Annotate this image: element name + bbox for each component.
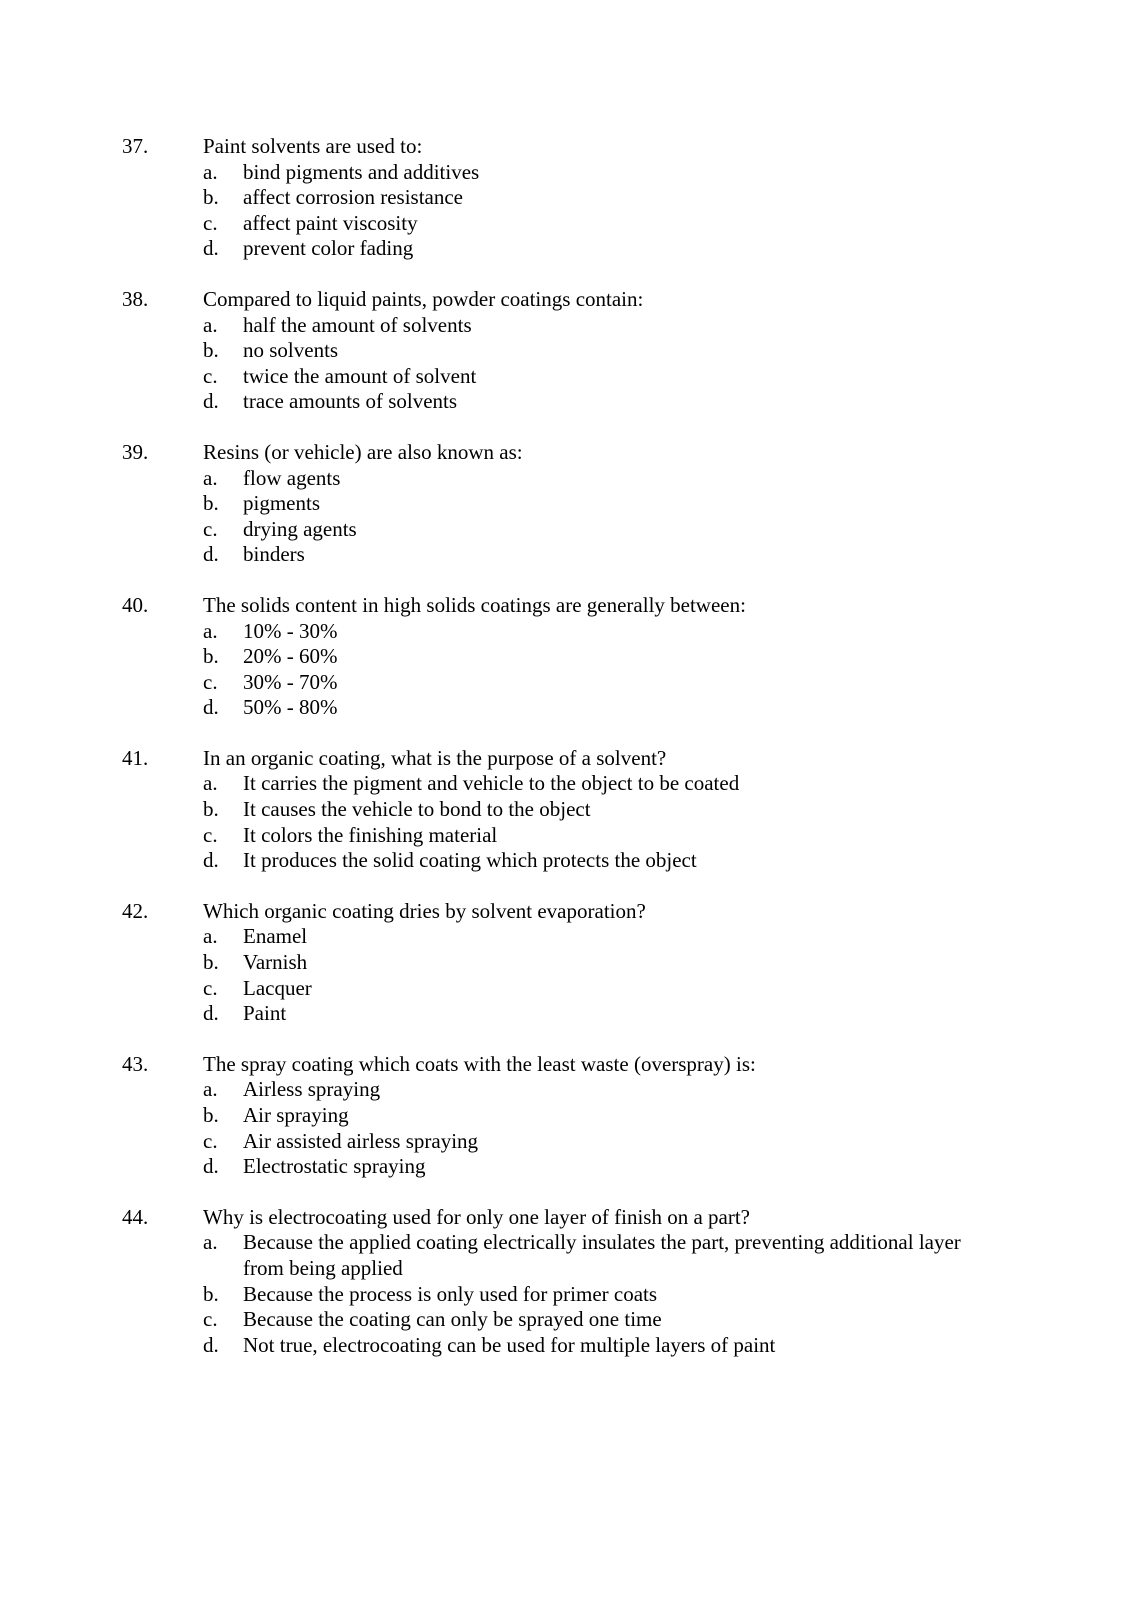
option-text: Paint bbox=[243, 1001, 287, 1026]
option-text: trace amounts of solvents bbox=[243, 389, 458, 414]
option-letter: b. bbox=[203, 185, 219, 210]
answer-option bbox=[203, 160, 1125, 186]
option-letter: d. bbox=[203, 1001, 219, 1026]
option-text: bind pigments and additives bbox=[243, 159, 480, 184]
answer-option bbox=[203, 1230, 1125, 1281]
option-letter: b. bbox=[203, 797, 219, 822]
option-text: Air assisted airless spraying bbox=[243, 1128, 479, 1153]
question-number: 37. bbox=[122, 134, 149, 158]
question-text: Why is electrocoating used for only one layer of finish on a part? bbox=[203, 1204, 750, 1229]
answer-option bbox=[203, 823, 1125, 849]
option-text: affect paint viscosity bbox=[243, 210, 418, 235]
option-letter: b. bbox=[203, 491, 219, 516]
question-item bbox=[0, 593, 1125, 721]
option-letter: a. bbox=[203, 924, 218, 949]
answer-option bbox=[203, 313, 1125, 339]
answer-option bbox=[203, 670, 1125, 696]
question-item bbox=[0, 440, 1125, 568]
answer-option bbox=[203, 797, 1125, 823]
question-number: 41. bbox=[122, 745, 149, 770]
option-text: pigments bbox=[243, 491, 320, 516]
answer-option bbox=[203, 695, 1125, 721]
option-letter: d. bbox=[203, 236, 219, 261]
answer-option bbox=[203, 771, 1125, 797]
option-letter: c. bbox=[203, 363, 218, 388]
option-letter: a. bbox=[203, 465, 218, 490]
question-text: In an organic coating, what is the purpose of a solvent? bbox=[203, 745, 667, 770]
question-item bbox=[0, 134, 1125, 262]
question-number: 39. bbox=[122, 439, 149, 464]
answer-option bbox=[203, 542, 1125, 568]
question-number: 44. bbox=[122, 1204, 149, 1229]
answer-option bbox=[203, 211, 1125, 237]
option-letter: b. bbox=[203, 338, 219, 363]
question-list bbox=[0, 134, 1125, 1383]
option-letter: a. bbox=[203, 1077, 218, 1102]
answer-option bbox=[203, 1077, 1125, 1103]
option-text: Lacquer bbox=[243, 975, 312, 1000]
question-text: The spray coating which coats with the least waste (overspray) is: bbox=[203, 1051, 756, 1076]
option-letter: a. bbox=[203, 159, 218, 184]
answer-option bbox=[203, 950, 1125, 976]
option-letter: a. bbox=[203, 618, 218, 643]
option-letter: d. bbox=[203, 848, 219, 873]
option-text: Because the applied coating electrically insulates the part, preventing additional layer from being applied bbox=[243, 1230, 961, 1280]
option-text: twice the amount of solvent bbox=[243, 363, 477, 388]
option-text: drying agents bbox=[243, 516, 357, 541]
answer-option bbox=[203, 1333, 1125, 1359]
option-text: Electrostatic spraying bbox=[243, 1154, 426, 1179]
option-text: It produces the solid coating which protects the object bbox=[243, 848, 697, 873]
answer-option bbox=[203, 848, 1125, 874]
question-item bbox=[0, 1052, 1125, 1180]
answer-option bbox=[203, 924, 1125, 950]
option-letter: b. bbox=[203, 1281, 219, 1306]
option-letter: a. bbox=[203, 771, 218, 796]
option-text: affect corrosion resistance bbox=[243, 185, 464, 210]
option-text: Airless spraying bbox=[243, 1077, 381, 1102]
answer-option bbox=[203, 466, 1125, 492]
option-text: Because the process is only used for primer coats bbox=[243, 1281, 658, 1306]
option-text: half the amount of solvents bbox=[243, 312, 472, 337]
answer-option bbox=[203, 491, 1125, 517]
answer-option bbox=[203, 364, 1125, 390]
question-text: Resins (or vehicle) are also known as: bbox=[203, 439, 523, 464]
question-text: The solids content in high solids coatings are generally between: bbox=[203, 592, 746, 617]
option-text: Because the coating can only be sprayed one time bbox=[243, 1307, 662, 1332]
option-text: binders bbox=[243, 542, 305, 567]
question-item bbox=[0, 746, 1125, 874]
option-letter: a. bbox=[203, 312, 218, 337]
option-letter: b. bbox=[203, 1103, 219, 1127]
question-number: 40. bbox=[122, 592, 149, 617]
option-letter: c. bbox=[203, 516, 218, 541]
question-number: 38. bbox=[122, 286, 149, 311]
answer-option bbox=[203, 1307, 1125, 1333]
option-letter: d. bbox=[203, 389, 219, 414]
question-item bbox=[0, 1205, 1125, 1359]
option-letter: c. bbox=[203, 975, 218, 1000]
option-letter: b. bbox=[203, 644, 219, 669]
option-letter: b. bbox=[203, 950, 219, 975]
answer-option bbox=[203, 619, 1125, 645]
question-number: 43. bbox=[122, 1051, 149, 1076]
option-letter: d. bbox=[203, 542, 219, 567]
option-text: no solvents bbox=[243, 338, 339, 363]
option-letter: c. bbox=[203, 1307, 218, 1332]
answer-option bbox=[203, 644, 1125, 670]
option-letter: c. bbox=[203, 669, 218, 694]
answer-option bbox=[203, 517, 1125, 543]
answer-option bbox=[203, 338, 1125, 364]
option-text: 30% - 70% bbox=[243, 669, 338, 694]
option-text: It colors the finishing material bbox=[243, 822, 498, 847]
option-text: Enamel bbox=[243, 924, 308, 949]
option-letter: d. bbox=[203, 1154, 219, 1179]
option-letter: a. bbox=[203, 1230, 218, 1255]
question-item bbox=[0, 287, 1125, 415]
answer-option bbox=[203, 1103, 1125, 1129]
question-text: Which organic coating dries by solvent evaporation? bbox=[203, 898, 646, 923]
option-text: Not true, electrocoating can be used for multiple layers of paint bbox=[243, 1332, 776, 1357]
option-text: 20% - 60% bbox=[243, 644, 338, 669]
option-text: 50% - 80% bbox=[243, 695, 338, 720]
question-item bbox=[0, 899, 1125, 1027]
option-text: 10% - 30% bbox=[243, 618, 338, 643]
option-letter: c. bbox=[203, 1128, 218, 1153]
option-letter: d. bbox=[203, 695, 219, 720]
option-letter: c. bbox=[203, 822, 218, 847]
option-text: It carries the pigment and vehicle to the object to be coated bbox=[243, 771, 740, 796]
option-letter: c. bbox=[203, 210, 218, 235]
answer-option bbox=[203, 976, 1125, 1002]
answer-option bbox=[203, 1001, 1125, 1027]
question-text: Compared to liquid paints, powder coatings contain: bbox=[203, 286, 644, 311]
answer-option bbox=[203, 1154, 1125, 1180]
answer-option bbox=[203, 1282, 1125, 1308]
option-text: prevent color fading bbox=[243, 236, 414, 261]
answer-option bbox=[203, 236, 1125, 262]
option-text: It causes the vehicle to bond to the object bbox=[243, 797, 591, 822]
option-text: Varnish bbox=[243, 950, 308, 975]
option-text: Air spraying bbox=[243, 1103, 349, 1127]
option-text: flow agents bbox=[243, 465, 341, 490]
question-number: 42. bbox=[122, 898, 149, 923]
answer-option bbox=[203, 185, 1125, 211]
option-letter: d. bbox=[203, 1332, 219, 1357]
answer-option bbox=[203, 389, 1125, 415]
answer-option bbox=[203, 1129, 1125, 1155]
question-text: Paint solvents are used to: bbox=[203, 134, 423, 158]
